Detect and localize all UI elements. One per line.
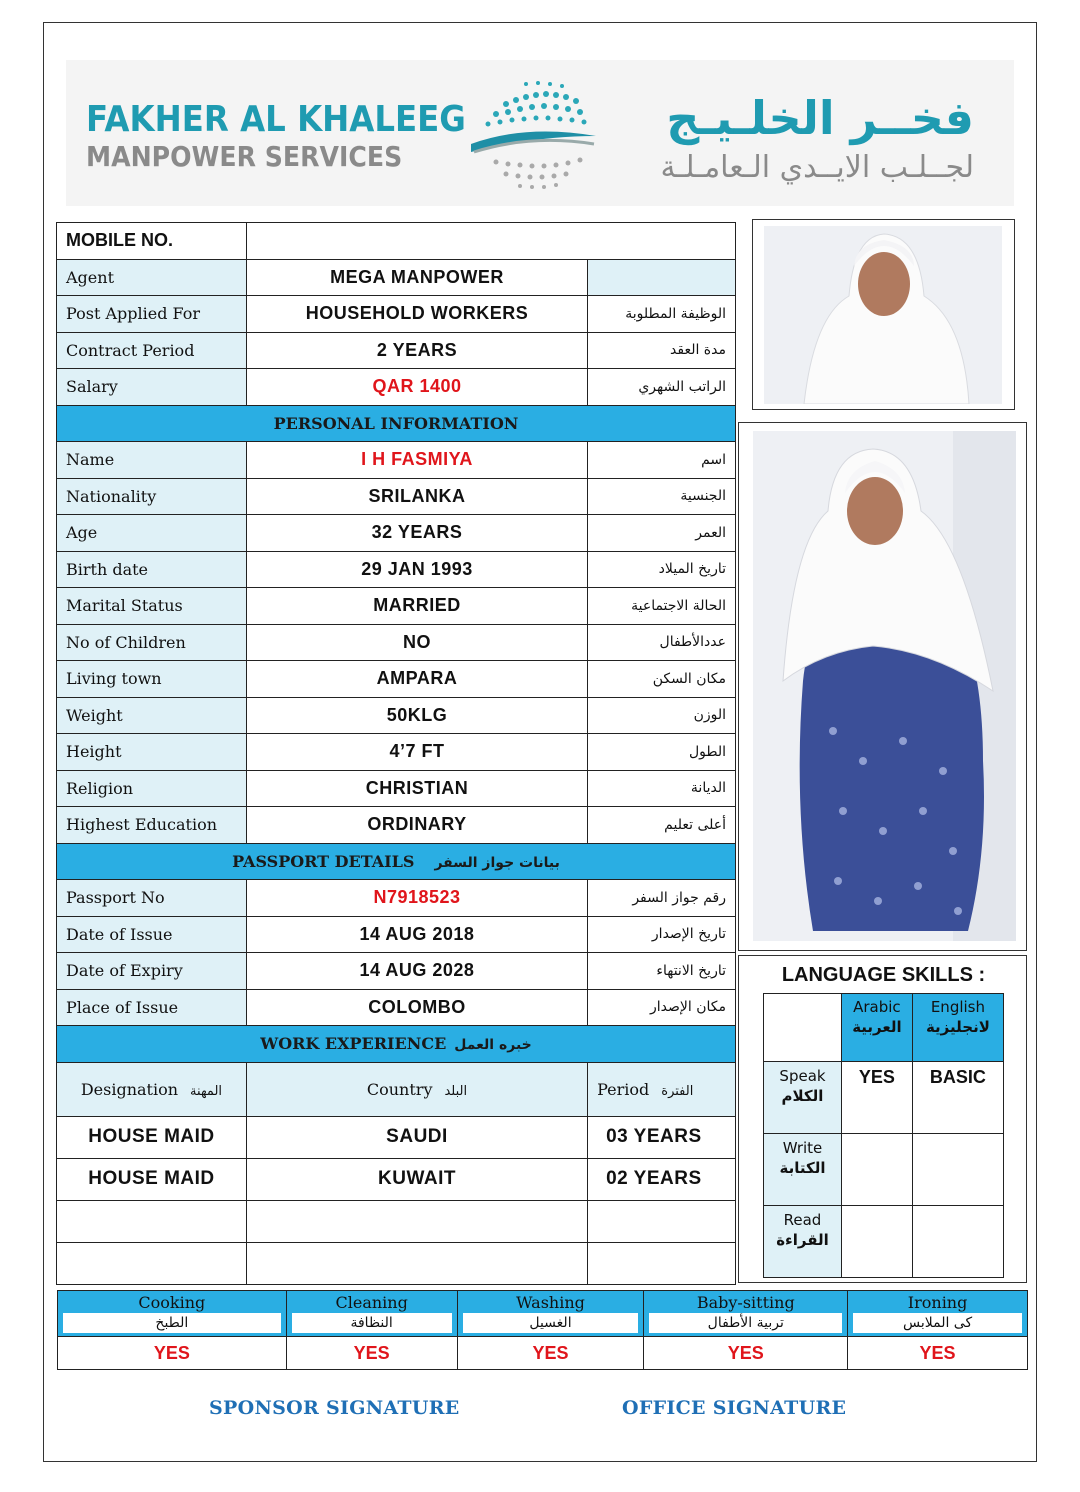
field-label-arabic: الديانة	[588, 770, 736, 807]
field-value: ORDINARY	[246, 807, 587, 844]
table-row	[57, 916, 736, 953]
field-label: Age	[57, 515, 247, 552]
skill-name-en: Ironing	[907, 1293, 968, 1312]
field-label-arabic: الوظيفة المطلوبة	[588, 296, 736, 333]
speak-label-en: Speak	[779, 1067, 826, 1085]
skill-value: YES	[58, 1337, 287, 1370]
skill-header	[848, 1291, 1028, 1337]
field-label: Birth date	[57, 551, 247, 588]
portrait-photo-frame	[752, 219, 1015, 410]
arabic-column-ar: العربية	[852, 1018, 902, 1036]
skill-value: YES	[286, 1337, 457, 1370]
skill-name-ar: النظافة	[292, 1313, 452, 1333]
work-designation: HOUSE MAID	[57, 1158, 247, 1200]
designation-header-en: Designation	[80, 1079, 179, 1099]
full-body-image-icon	[753, 431, 1016, 941]
field-label-arabic: تاريخ الإصدار	[588, 916, 736, 953]
field-value: MARRIED	[246, 588, 587, 625]
skill-header	[286, 1291, 457, 1337]
skill-name-ar: كى الملابس	[853, 1313, 1022, 1333]
field-label-arabic: عددالأطفال	[588, 624, 736, 661]
field-value: AMPARA	[246, 661, 587, 698]
language-row	[764, 1062, 1004, 1134]
passport-title-ar: بيانات جواز السفر	[434, 854, 560, 871]
table-row	[57, 624, 736, 661]
field-label-arabic: تاريخ الميلاد	[588, 551, 736, 588]
language-row	[764, 1134, 1004, 1206]
table-row	[57, 989, 736, 1026]
skill-header	[644, 1291, 848, 1337]
field-value: 4’7 FT	[246, 734, 587, 771]
field-value: COLOMBO	[246, 989, 587, 1026]
company-header	[66, 60, 1014, 206]
field-label: Weight	[57, 697, 247, 734]
brand-arabic-line2: لجــلـب الايــدي الـعامـلـة	[660, 150, 974, 185]
table-row	[57, 697, 736, 734]
field-value: SRILANKA	[246, 478, 587, 515]
table-row	[57, 223, 736, 260]
household-skills-table	[57, 1290, 1028, 1370]
field-label-arabic: الجنسية	[588, 478, 736, 515]
write-label-ar: الكتابة	[779, 1159, 826, 1177]
skill-header	[457, 1291, 644, 1337]
field-label: Passport No	[57, 880, 247, 917]
field-value: MEGA MANPOWER	[246, 259, 587, 296]
passport-details-title	[57, 843, 736, 880]
table-row	[57, 515, 736, 552]
brand-english	[86, 100, 508, 174]
field-value: NO	[246, 624, 587, 661]
field-label-arabic: مدة العقد	[588, 332, 736, 369]
field-label-arabic: الراتب الشهري	[588, 369, 736, 406]
office-signature-label: OFFICE SIGNATURE	[622, 1397, 847, 1419]
table-row	[57, 734, 736, 771]
table-row	[57, 332, 736, 369]
skill-name-ar: الغسيل	[463, 1313, 639, 1333]
field-label: Place of Issue	[57, 989, 247, 1026]
work-row	[57, 1158, 736, 1200]
read-label-en: Read	[783, 1211, 822, 1229]
field-label-arabic: مكان الإصدار	[588, 989, 736, 1026]
field-value: HOUSEHOLD WORKERS	[246, 296, 587, 333]
speak-label-ar: الكلام	[781, 1087, 824, 1105]
english-column-en: English	[930, 998, 985, 1016]
brand-arabic	[661, 88, 974, 188]
designation-header	[57, 1062, 247, 1116]
mobile-value	[246, 223, 735, 260]
table-row	[57, 369, 736, 406]
write-label	[764, 1134, 842, 1206]
field-label: Date of Expiry	[57, 953, 247, 990]
write-arabic-value	[842, 1134, 913, 1206]
country-header-ar: البلد	[444, 1083, 468, 1099]
period-header	[588, 1062, 736, 1116]
work-period	[588, 1200, 736, 1242]
table-row	[57, 953, 736, 990]
full-body-photo	[753, 431, 1016, 941]
field-label: Contract Period	[57, 332, 247, 369]
field-value: 14 AUG 2028	[246, 953, 587, 990]
sponsor-signature-label: SPONSOR SIGNATURE	[209, 1397, 460, 1419]
field-label-arabic: الطول	[588, 734, 736, 771]
country-header	[246, 1062, 587, 1116]
field-label: Religion	[57, 770, 247, 807]
arabic-column-en: Arabic	[853, 998, 901, 1016]
read-label-ar: القراءة	[776, 1231, 829, 1249]
write-label-en: Write	[782, 1139, 823, 1157]
work-title-en: WORK EXPERIENCE	[260, 1034, 447, 1054]
skill-name-en: Cleaning	[335, 1293, 408, 1312]
passport-title-en: PASSPORT DETAILS	[232, 851, 415, 871]
personal-info-title: PERSONAL INFORMATION	[57, 405, 736, 442]
work-designation	[57, 1242, 247, 1284]
skill-name-en: Washing	[516, 1293, 585, 1312]
work-country: SAUDI	[246, 1116, 587, 1158]
work-period: 02 YEARS	[588, 1158, 736, 1200]
brand-name-line2: MANPOWER SERVICES	[86, 140, 403, 173]
field-value: 29 JAN 1993	[246, 551, 587, 588]
arabic-column-header	[842, 994, 913, 1062]
write-english-value	[912, 1134, 1003, 1206]
company-logo-icon	[466, 74, 601, 194]
work-designation: HOUSE MAID	[57, 1116, 247, 1158]
full-body-photo-frame	[738, 422, 1027, 951]
field-label: Name	[57, 442, 247, 479]
field-value: 14 AUG 2018	[246, 916, 587, 953]
field-label: Living town	[57, 661, 247, 698]
speak-arabic-value: YES	[842, 1062, 913, 1134]
table-row	[57, 880, 736, 917]
field-label-arabic: تاريخ الانتهاء	[588, 953, 736, 990]
work-row	[57, 1116, 736, 1158]
language-skills-title: LANGUAGE SKILLS :	[781, 964, 986, 986]
skill-value: YES	[848, 1337, 1028, 1370]
brand-name-line1: FAKHER AL KHALEEG	[86, 99, 466, 140]
language-skills-panel	[738, 955, 1027, 1283]
field-label: No of Children	[57, 624, 247, 661]
table-row	[57, 770, 736, 807]
work-header-row	[57, 1062, 736, 1116]
skill-value: YES	[644, 1337, 848, 1370]
field-label-arabic: اسم	[588, 442, 736, 479]
read-arabic-value	[842, 1206, 913, 1278]
portrait-image-icon	[764, 226, 1002, 404]
field-label-arabic: رقم جواز السفر	[588, 880, 736, 917]
period-header-ar: الفترة	[661, 1083, 694, 1099]
field-label: Date of Issue	[57, 916, 247, 953]
field-label-arabic: الحالة الاجتماعية	[588, 588, 736, 625]
language-header-row	[764, 994, 1004, 1062]
field-label: Marital Status	[57, 588, 247, 625]
name-value: I H FASMIYA	[246, 442, 587, 479]
work-period	[588, 1242, 736, 1284]
field-label-arabic	[588, 259, 736, 296]
skill-name-en: Baby-sitting	[696, 1293, 795, 1312]
table-row	[57, 442, 736, 479]
english-column-header	[912, 994, 1003, 1062]
english-column-ar: لانجليزية	[925, 1018, 990, 1036]
table-row	[57, 551, 736, 588]
speak-english-value: BASIC	[912, 1062, 1003, 1134]
field-label: Agent	[57, 259, 247, 296]
skill-name-ar: الطبخ	[63, 1313, 281, 1333]
section-header-row	[57, 843, 736, 880]
brand-arabic-line1: فخــر الخلـيـج	[666, 91, 974, 145]
read-label	[764, 1206, 842, 1278]
skills-header-row	[58, 1291, 1028, 1337]
read-english-value	[912, 1206, 1003, 1278]
passport-number-value: N7918523	[246, 880, 587, 917]
country-header-en: Country	[366, 1079, 433, 1099]
portrait-photo	[764, 226, 1002, 404]
designation-header-ar: المهنة	[190, 1083, 223, 1099]
work-period: 03 YEARS	[588, 1116, 736, 1158]
language-corner-cell	[764, 994, 842, 1062]
skill-name-en: Cooking	[138, 1293, 206, 1312]
table-row	[57, 661, 736, 698]
skill-header	[58, 1291, 287, 1337]
work-country: KUWAIT	[246, 1158, 587, 1200]
field-label: Nationality	[57, 478, 247, 515]
mobile-label: MOBILE NO.	[57, 223, 247, 260]
table-row	[57, 807, 736, 844]
table-row	[57, 296, 736, 333]
field-label: Highest Education	[57, 807, 247, 844]
salary-value: QAR 1400	[246, 369, 587, 406]
work-row	[57, 1200, 736, 1242]
work-row	[57, 1242, 736, 1284]
work-experience-title	[57, 1026, 736, 1063]
field-label: Post Applied For	[57, 296, 247, 333]
language-skills-table	[763, 993, 1004, 1278]
work-country	[246, 1242, 587, 1284]
field-label-arabic: العمر	[588, 515, 736, 552]
speak-label	[764, 1062, 842, 1134]
field-value: 2 YEARS	[246, 332, 587, 369]
field-label-arabic: الوزن	[588, 697, 736, 734]
section-header-row	[57, 405, 736, 442]
skill-value: YES	[457, 1337, 644, 1370]
skills-value-row	[58, 1337, 1028, 1370]
skill-name-ar: تربية الأطفال	[649, 1313, 842, 1333]
field-label-arabic: أعلى تعليم	[588, 807, 736, 844]
field-label: Height	[57, 734, 247, 771]
table-row	[57, 259, 736, 296]
period-header-en: Period	[597, 1079, 650, 1099]
applicant-info-table	[56, 222, 736, 1285]
work-designation	[57, 1200, 247, 1242]
field-value: CHRISTIAN	[246, 770, 587, 807]
table-row	[57, 478, 736, 515]
table-row	[57, 588, 736, 625]
field-value: 32 YEARS	[246, 515, 587, 552]
work-country	[246, 1200, 587, 1242]
field-label: Salary	[57, 369, 247, 406]
language-row	[764, 1206, 1004, 1278]
section-header-row	[57, 1026, 736, 1063]
work-title-ar: خبره العمل	[454, 1037, 532, 1054]
field-label-arabic: مكان السكن	[588, 661, 736, 698]
field-value: 50KLG	[246, 697, 587, 734]
